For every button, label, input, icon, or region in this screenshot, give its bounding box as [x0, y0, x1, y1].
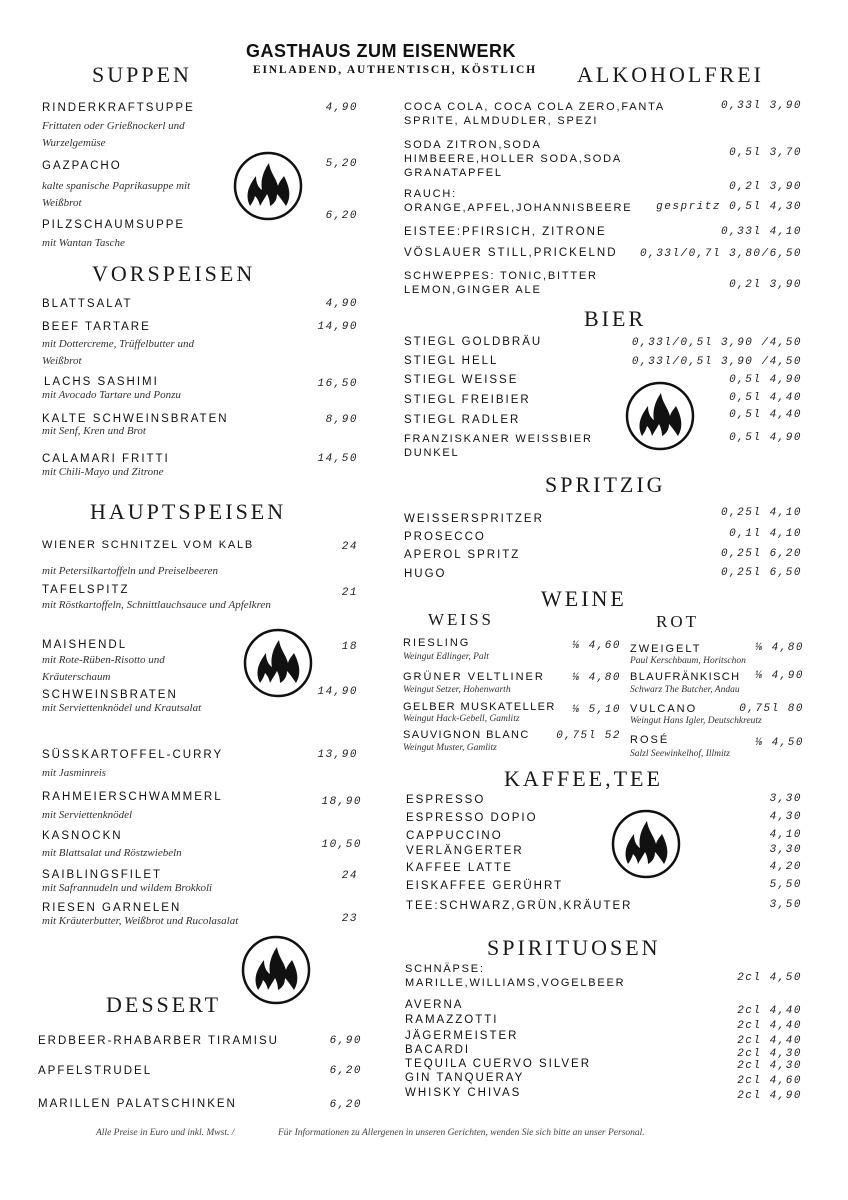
- drink-item-name: STIEGL FREIBIER: [404, 394, 531, 406]
- drink-item-name: COCA COLA, COCA COLA ZERO,FANTA SPRITE, ALMDUDLER, SPEZI: [404, 101, 665, 127]
- flame-logo-icon: [624, 380, 696, 452]
- drink-item-name: STIEGL GOLDBRÄU: [404, 336, 543, 348]
- drink-item-price: 0,33l 3,90: [720, 100, 802, 112]
- drink-item-price: 0,5l 4,90: [729, 374, 802, 386]
- wine-item-name: ZWEIGELT: [630, 643, 702, 655]
- drink-item-price: 4,10: [769, 829, 802, 841]
- menu-item-desc: mit Blattsalat und Röstzwiebeln: [42, 847, 182, 859]
- wine-item-desc: Paul Kerschbaum, Horitschon: [630, 656, 746, 666]
- wine-item-name: RIESLING: [403, 637, 471, 649]
- menu-item-name: SCHWEINSBRATEN: [42, 689, 178, 701]
- wine-item-desc: Weingut Hans Igler, Deutschkreutz: [630, 716, 762, 726]
- drink-item-name: SCHWEPPES: TONIC,BITTER LEMON,GINGER ALE: [404, 270, 598, 296]
- menu-item-price: 14,90: [317, 686, 358, 698]
- flame-logo-icon: [610, 808, 682, 880]
- drink-item-price: 0,5l 4,90: [729, 432, 802, 444]
- drink-item-name: PROSECCO: [404, 531, 486, 543]
- section-hauptspeisen: HAUPTSPEISEN: [90, 499, 287, 524]
- wine-item-desc: Weingut Edlinger, Palt: [403, 652, 489, 662]
- drink-item-price: 3,50: [769, 899, 802, 911]
- drink-item-price: 0,33l/0,5l 3,90 /4,50: [631, 356, 802, 368]
- menu-item-name: SÜSSKARTOFFEL-CURRY: [42, 749, 224, 761]
- menu-item-desc: mit Senf, Kren und Brot: [42, 425, 146, 437]
- drink-item-name: RAUCH: ORANGE,APFEL,JOHANNISBEERE: [404, 188, 633, 214]
- wine-item-price: ⅛ 4,60: [572, 640, 621, 652]
- drink-item-price: 4,30: [769, 811, 802, 823]
- drink-item-name: FRANZISKANER WEISSBIER DUNKEL: [404, 433, 593, 459]
- section-alkoholfrei: ALKOHOLFREI: [577, 62, 764, 87]
- drink-item-name: STIEGL RADLER: [404, 414, 521, 426]
- menu-item-price: 18,90: [321, 796, 362, 808]
- wine-item-desc: Weingut Hack-Gebell, Gamlitz: [403, 714, 520, 724]
- drink-item-price: 2cl 4,40: [737, 1020, 802, 1032]
- wine-item-name: SAUVIGNON BLANC: [403, 729, 530, 741]
- menu-item-desc: mit Petersilkartoffeln und Preiselbeeren: [42, 565, 219, 577]
- menu-item-price: 16,50: [317, 378, 358, 390]
- drink-item-name: JÄGERMEISTER: [405, 1030, 519, 1042]
- flame-logo-icon: [232, 150, 304, 222]
- menu-item-desc: mit Serviettenknödel: [42, 809, 133, 821]
- drink-item-price: 0,25l 6,20: [720, 548, 802, 560]
- footer-allergen-note: Für Informationen zu Allergenen in unseren Gerichten, wenden Sie sich bitte an unser Personal.: [278, 1128, 645, 1138]
- section-kaffee: KAFFEE,TEE: [504, 766, 663, 791]
- drink-item-price: 4,20: [769, 861, 802, 873]
- drink-item-name: WHISKY CHIVAS: [405, 1087, 522, 1099]
- drink-item-name: TEQUILA CUERVO SILVER: [405, 1058, 592, 1070]
- menu-item-desc: mit Serviettenknödel und Krautsalat: [42, 702, 202, 714]
- menu-item-desc: Frittaten oder Grießnockerl und Wurzelgemüse: [42, 120, 185, 149]
- menu-item-price: 18: [341, 641, 358, 653]
- section-suppen: SUPPEN: [92, 62, 192, 87]
- menu-item-desc: mit Jasminreis: [42, 767, 107, 779]
- wine-item-price: ⅛ 4,50: [755, 737, 804, 749]
- menu-item-desc: mit Röstkartoffeln, Schnittlauchsauce und Apfelkren: [42, 599, 271, 611]
- drink-item-price: 2cl 4,40: [737, 1035, 802, 1047]
- menu-item-name: CALAMARI FRITTI: [42, 453, 170, 465]
- drink-item-price: 2cl 4,30: [737, 1048, 802, 1060]
- drink-item-price: 2cl 4,60: [737, 1075, 802, 1087]
- drink-item-price: 0,5l 4,40: [729, 392, 802, 404]
- menu-item-desc: mit Kräuterbutter, Weißbrot und Rucolasalat: [42, 915, 239, 927]
- menu-item-name: MAISHENDL: [42, 639, 128, 651]
- drink-item-name: EISTEE:PFIRSICH, ZITRONE: [404, 226, 607, 238]
- drink-item-price: 0,33l/0,5l 3,90 /4,50: [631, 337, 802, 349]
- menu-item-name: RAHMEIERSCHWAMMERL: [42, 791, 223, 803]
- restaurant-title: GASTHAUS ZUM EISENWERK: [246, 41, 517, 61]
- menu-item-name: BLATTSALAT: [42, 298, 133, 310]
- wine-item-name: GRÜNER VELTLINER: [403, 671, 545, 683]
- menu-item-price: 5,20: [325, 158, 358, 170]
- drink-item-price: 0,5l 3,70: [729, 147, 802, 159]
- drink-item-name: SODA ZITRON,SODA HIMBEERE,HOLLER SODA,SODA GRANATAPFEL: [404, 139, 622, 179]
- menu-item-desc: mit Chili-Mayo und Zitrone: [42, 466, 164, 478]
- menu-item-price: 4,90: [325, 102, 358, 114]
- drink-item-name: STIEGL WEISSE: [404, 374, 519, 386]
- drink-item-name: VÖSLAUER STILL,PRICKELND: [404, 247, 618, 259]
- drink-item-price: 2cl 4,50: [737, 972, 802, 984]
- drink-item-price: 0,5l 4,40: [729, 409, 802, 421]
- wine-item-price: ⅛ 4,80: [572, 672, 621, 684]
- wine-item-desc: Weingut Muster, Gamlitz: [403, 743, 497, 753]
- wine-item-name: ROSÉ: [630, 734, 670, 746]
- drink-item-price: 0,2l 3,90: [729, 279, 802, 291]
- drink-item-price: 0,25l 6,50: [720, 567, 802, 579]
- menu-item-name: GAZPACHO: [42, 160, 122, 172]
- drink-item-name: TEE:SCHWARZ,GRÜN,KRÄUTER: [406, 900, 633, 912]
- menu-item-name: TAFELSPITZ: [42, 584, 130, 596]
- section-rot: ROT: [656, 612, 699, 631]
- section-spirituosen: SPIRITUOSEN: [487, 935, 661, 960]
- menu-item-name: BEEF TARTARE: [42, 321, 151, 333]
- menu-item-name: WIENER SCHNITZEL VOM KALB: [42, 539, 255, 551]
- section-bier: BIER: [584, 306, 647, 331]
- drink-item-price: 3,30: [769, 793, 802, 805]
- menu-item-name: RIESEN GARNELEN: [42, 902, 182, 914]
- menu-item-price: 6,90: [329, 1035, 362, 1047]
- drink-item-name: ESPRESSO DOPIO: [406, 812, 538, 824]
- wine-item-name: VULCANO: [630, 703, 698, 715]
- menu-item-desc: kalte spanische Paprikasuppe mit Weißbrot: [42, 180, 191, 209]
- menu-item-name: ERDBEER-RHABARBER TIRAMISU: [38, 1035, 279, 1047]
- drink-item-price: 0,1l 4,10: [729, 528, 802, 540]
- menu-item-desc: mit Wantan Tasche: [42, 237, 125, 249]
- menu-item-name: APFELSTRUDEL: [38, 1065, 153, 1077]
- menu-item-price: 6,20: [329, 1099, 362, 1111]
- menu-item-price: 14,90: [317, 321, 358, 333]
- drink-item-price: 0,33l/0,7l 3,80/6,50: [640, 248, 803, 260]
- menu-item-name: RINDERKRAFTSUPPE: [42, 102, 195, 114]
- menu-item-name: SAIBLINGSFILET: [42, 869, 163, 881]
- drink-item-price: 3,30: [769, 844, 802, 856]
- drink-item-price: 2cl 4,40: [737, 1005, 802, 1017]
- section-weiss: WEISS: [428, 610, 494, 629]
- drink-item-price: 0,2l 3,90: [729, 181, 802, 193]
- menu-item-price: 6,20: [329, 1065, 362, 1077]
- menu-item-name: PILZSCHAUMSUPPE: [42, 219, 186, 231]
- wine-item-price: ⅛ 5,10: [572, 704, 621, 716]
- menu-item-name: KALTE SCHWEINSBRATEN: [42, 413, 229, 425]
- restaurant-subtitle: EINLADEND, AUTHENTISCH, KÖSTLICH: [253, 64, 537, 76]
- menu-item-price: 24: [341, 870, 358, 882]
- drink-item-name: BACARDI: [405, 1044, 471, 1056]
- drink-item-price: 2cl 4,30: [737, 1060, 802, 1072]
- drink-item-name: STIEGL HELL: [404, 355, 499, 367]
- menu-item-price: 23: [341, 913, 358, 925]
- footer-prices-note: Alle Preise in Euro und inkl. Mwst. /: [96, 1128, 235, 1138]
- drink-item-name: WEISSERSPRITZER: [404, 513, 544, 525]
- drink-item-price: 2cl 4,90: [737, 1090, 802, 1102]
- drink-item-name: SCHNÄPSE: MARILLE,WILLIAMS,VOGELBEER: [405, 963, 626, 989]
- drink-item-name: ESPRESSO: [406, 794, 486, 806]
- menu-item-name: LACHS SASHIMI: [44, 376, 159, 388]
- menu-item-price: 6,20: [325, 210, 358, 222]
- drink-item-name: EISKAFFEE GERÜHRT: [406, 880, 564, 892]
- drink-item-price: 0,33l 4,10: [720, 226, 802, 238]
- menu-item-desc: mit Dottercreme, Trüffelbutter und Weißbrot: [42, 338, 194, 367]
- menu-item-name: KASNOCKN: [42, 830, 123, 842]
- drink-item-name: KAFFEE LATTE: [406, 862, 513, 874]
- wine-item-name: GELBER MUSKATELLER: [403, 701, 556, 713]
- drink-item-name: AVERNA: [405, 999, 464, 1011]
- section-weine: WEINE: [541, 586, 627, 611]
- wine-item-desc: Schwarz The Butcher, Andau: [630, 685, 740, 695]
- section-vorspeisen: VORSPEISEN: [92, 261, 256, 286]
- drink-item-name: GIN TANQUERAY: [405, 1072, 525, 1084]
- drink-item-name: APEROL SPRITZ: [404, 549, 521, 561]
- drink-item-name: VERLÄNGERTER: [406, 845, 524, 857]
- menu-item-desc: mit Avocado Tartare und Ponzu: [42, 389, 181, 401]
- drink-item-name: CAPPUCCINO: [406, 830, 503, 842]
- drink-item-price: 0,25l 4,10: [720, 507, 802, 519]
- menu-item-price: 4,90: [325, 298, 358, 310]
- flame-logo-icon: [240, 934, 312, 1006]
- menu-item-price: 10,50: [321, 839, 362, 851]
- menu-item-price: 24: [341, 541, 358, 553]
- menu-item-name: MARILLEN PALATSCHINKEN: [38, 1098, 237, 1110]
- menu-item-desc: mit Safrannudeln und wildem Brokkoli: [42, 882, 213, 894]
- wine-item-desc: Weingut Setzer, Hohenwarth: [403, 685, 511, 695]
- wine-item-name: BLAUFRÄNKISCH: [630, 671, 741, 683]
- menu-item-price: 14,50: [317, 453, 358, 465]
- wine-item-price: ⅛ 4,80: [755, 642, 804, 654]
- wine-item-price: 0,75l 52: [556, 730, 621, 742]
- drink-item-name: HUGO: [404, 568, 447, 580]
- wine-item-price: ⅛ 4,90: [755, 670, 804, 682]
- drink-item-name: RAMAZZOTTI: [405, 1014, 499, 1026]
- wine-item-desc: Salzl Seewinkelhof, Illmitz: [630, 749, 731, 759]
- menu-item-price: 8,90: [325, 414, 358, 426]
- menu-item-price: 21: [341, 587, 358, 599]
- section-dessert: DESSERT: [106, 992, 222, 1017]
- drink-item-price: 5,50: [769, 879, 802, 891]
- menu-item-price: 13,90: [317, 749, 358, 761]
- drink-item-price-gespritzt: gespritz 0,5l 4,30: [656, 201, 802, 213]
- wine-item-price: 0,75l 80: [739, 703, 804, 715]
- section-spritzig: SPRITZIG: [545, 472, 666, 497]
- menu-item-desc: mit Rote-Rüben-Risotto und Kräuterschaum: [42, 654, 165, 683]
